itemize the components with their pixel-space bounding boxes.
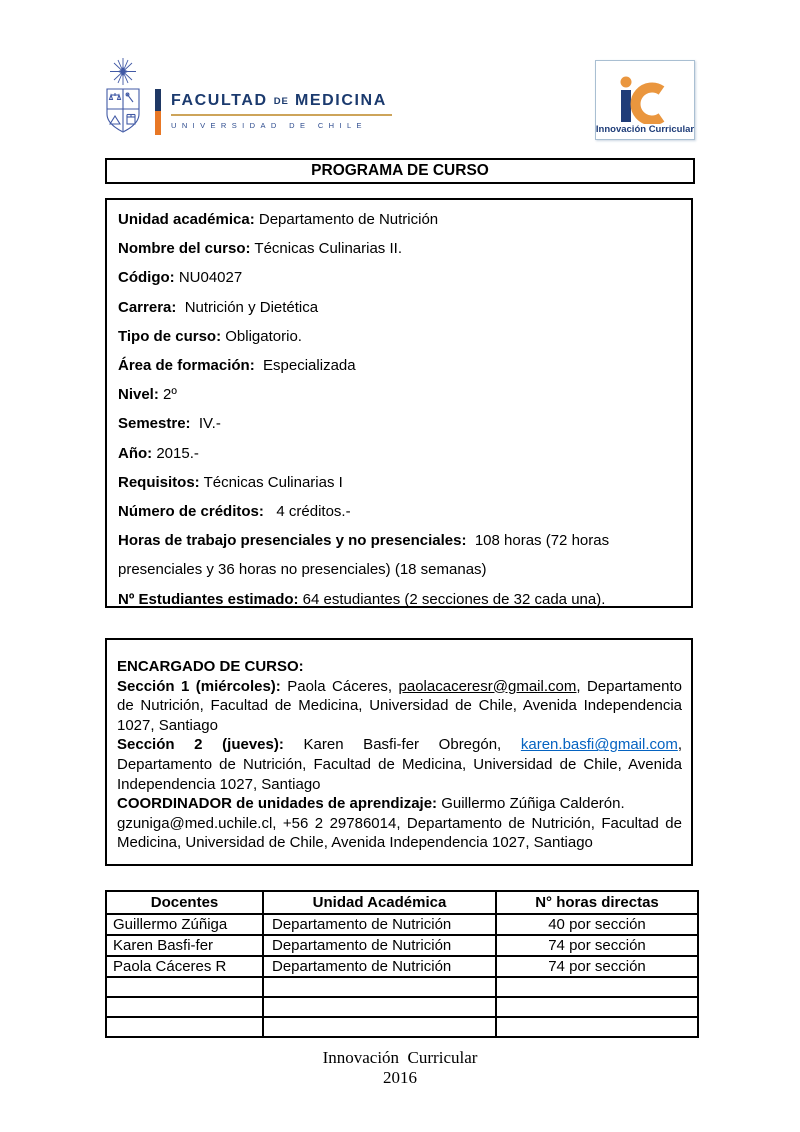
field-requisitos — [118, 468, 680, 497]
table-row-empty — [106, 1017, 698, 1037]
encargado-curso-box — [105, 638, 693, 866]
cell-horas — [496, 997, 698, 1017]
seccion-1-name: Paola Cáceres, — [280, 677, 399, 695]
cell-horas — [496, 977, 698, 997]
cell-docente: Karen Basfi-fer — [106, 935, 263, 956]
coordinador-label: COORDINADOR de unidades de aprendizaje: — [117, 795, 438, 813]
field-label: Carrera: — [118, 298, 177, 316]
field-label: Semestre: — [118, 415, 191, 433]
coordinador-name: Guillermo Zúñiga Calderón. — [437, 795, 625, 813]
field-label: Nombre del curso: — [118, 240, 251, 258]
field-value: Técnicas Culinarias II. — [250, 240, 402, 258]
field-value: Especializada — [254, 357, 356, 375]
cell-unidad: Departamento de Nutrición — [263, 935, 496, 956]
field-value: 108 horas (72 horas presenciales y 36 horas no presenciales) (18 semanas) — [118, 532, 614, 579]
faculty-word-facultad: FACULTAD — [171, 92, 268, 109]
field-tipo-curso — [118, 322, 680, 351]
cell-docente — [106, 977, 263, 997]
seccion-2-email-link[interactable]: karen.basfi@gmail.com — [520, 736, 678, 754]
faculty-title — [171, 92, 411, 110]
field-value: 2015.- — [152, 444, 199, 462]
table-row — [106, 914, 698, 935]
brand-separator-bar — [155, 89, 161, 135]
universidad-de-chile-crest-icon — [102, 58, 144, 138]
header-unidad-academica: Unidad Académica — [263, 891, 496, 914]
field-label: Unidad académica: — [118, 211, 255, 228]
cell-unidad — [263, 977, 496, 997]
field-area-formacion — [118, 351, 680, 380]
field-label: Año: — [118, 444, 153, 462]
coordinador-contact-paragraph — [117, 814, 682, 853]
encargado-heading — [117, 657, 682, 677]
field-numero-creditos — [118, 497, 680, 526]
field-nivel — [118, 380, 680, 409]
field-value: 64 estudiantes (2 secciones de 32 cada una). — [298, 590, 606, 608]
page-title: PROGRAMA DE CURSO — [105, 158, 695, 184]
page-footer — [0, 1048, 800, 1088]
bar-orange-segment — [155, 111, 161, 135]
cell-docente — [106, 997, 263, 1017]
field-label: Nº Estudiantes estimado: — [118, 590, 299, 608]
cell-horas: 74 por sección — [496, 935, 698, 956]
table-row — [106, 956, 698, 977]
cell-horas: 74 por sección — [496, 956, 698, 977]
ic-monogram-icon — [616, 74, 674, 124]
header-horas-directas: N° horas directas — [496, 891, 698, 914]
seccion-1-address: Departamento de Nutrición, Facultad de Medicina, Universidad de Chile, Avenida Independencia 1027, Santiago — [117, 677, 682, 734]
seccion-2-name: Karen Basfi-fer Obregón, — [283, 736, 521, 754]
field-label: Nivel: — [118, 386, 159, 404]
table-row — [106, 935, 698, 956]
field-value: IV.- — [190, 415, 221, 433]
coordinador-contact: gzuniga@med.uchile.cl, +56 2 29786014, Departamento de Nutrición, Facultad de Medicina, Universidad de Chile, Avenida Independencia 1027, Santiago — [117, 814, 682, 852]
cell-docente — [106, 1017, 263, 1037]
gold-divider — [171, 114, 392, 116]
seccion-2-label: Sección 2 (jueves): — [117, 736, 284, 754]
field-ano — [118, 439, 680, 468]
field-label: Tipo de curso: — [118, 327, 222, 345]
field-value: 4 créditos.- — [263, 503, 351, 521]
course-info-box — [105, 198, 693, 608]
innovacion-curricular-logo — [595, 60, 695, 140]
seccion-2-paragraph — [117, 735, 682, 794]
university-subtitle: UNIVERSIDAD DE CHILE — [171, 121, 367, 130]
field-nombre-curso — [118, 234, 680, 263]
field-codigo — [118, 263, 680, 292]
table-row-empty — [106, 997, 698, 1017]
field-carrera — [118, 293, 680, 322]
field-value: Obligatorio. — [221, 327, 302, 345]
field-label: Número de créditos: — [118, 503, 264, 521]
teachers-table — [105, 890, 699, 1038]
field-value: 2º — [158, 386, 177, 404]
cell-unidad: Departamento de Nutrición — [263, 956, 496, 977]
cell-unidad — [263, 1017, 496, 1037]
field-label: Código: — [118, 269, 175, 287]
field-estudiantes-estimado — [118, 585, 680, 614]
cell-unidad — [263, 997, 496, 1017]
field-semestre — [118, 409, 680, 438]
faculty-word-de: DE — [273, 96, 289, 107]
header-docentes: Docentes — [106, 891, 263, 914]
field-value: NU04027 — [174, 269, 243, 287]
bar-navy-segment — [155, 89, 161, 111]
seccion-1-paragraph — [117, 677, 682, 736]
field-label: Requisitos: — [118, 473, 200, 491]
field-value: Departamento de Nutrición — [254, 211, 439, 228]
seccion-2-address: , Departamento de Nutrición, Facultad de Medicina, Universidad de Chile, Avenida Independencia 1027, Santiago — [117, 736, 682, 793]
ic-logo-label: Innovación Curricular — [595, 124, 695, 135]
field-value: Nutrición y Dietética — [176, 298, 319, 316]
seccion-1-label: Sección 1 (miércoles): — [117, 677, 281, 695]
footer-line1: Innovación Curricular — [322, 1048, 478, 1067]
cell-horas: 40 por sección — [496, 914, 698, 935]
coordinador-paragraph — [117, 794, 682, 814]
field-horas-trabajo — [118, 526, 680, 584]
table-row-empty — [106, 977, 698, 997]
cell-docente: Guillermo Zúñiga — [106, 914, 263, 935]
cell-unidad: Departamento de Nutrición — [263, 914, 496, 935]
cell-horas — [496, 1017, 698, 1037]
field-label: Área de formación: — [118, 357, 255, 375]
cell-docente: Paola Cáceres R — [106, 956, 263, 977]
faculty-wordmark — [171, 92, 411, 130]
field-unidad-academica — [118, 205, 680, 234]
faculty-word-medicina: MEDICINA — [294, 92, 387, 109]
encargado-heading-label: ENCARGADO DE CURSO: — [117, 658, 304, 675]
field-value: Técnicas Culinarias I — [199, 473, 343, 491]
footer-line2: 2016 — [383, 1068, 417, 1087]
seccion-1-email-link[interactable]: paolacaceresr@gmail.com, — [398, 677, 581, 695]
table-header-row — [106, 891, 698, 914]
field-label: Horas de trabajo presenciales y no presenciales: — [118, 532, 467, 550]
